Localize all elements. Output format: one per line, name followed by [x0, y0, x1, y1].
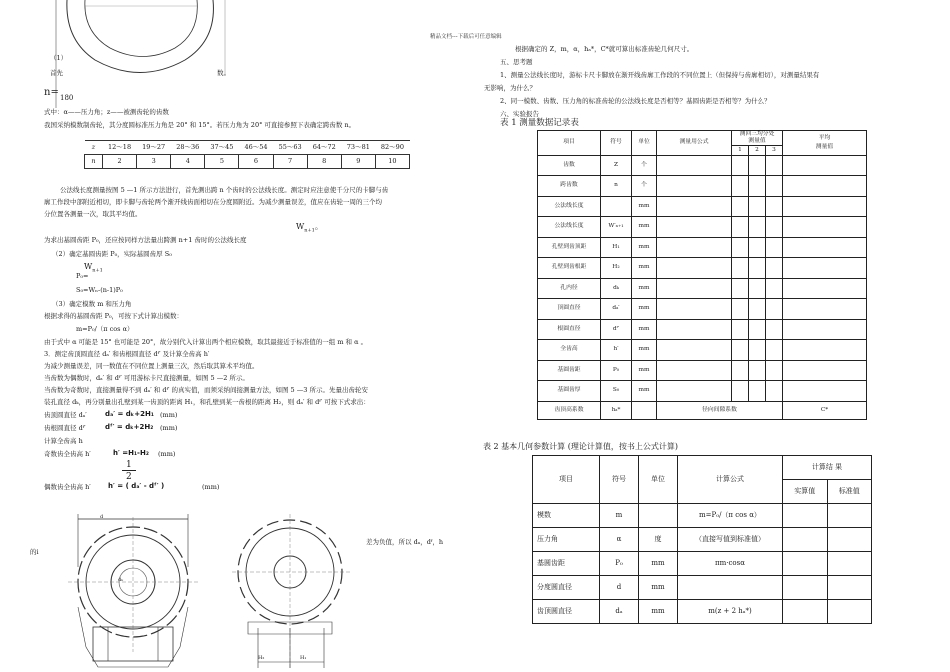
t1-cell-unit: 个: [632, 155, 657, 176]
t2-cell-item: 压力角: [533, 528, 600, 552]
t1-cell-item: 孔壁到齿顶距: [538, 237, 601, 258]
t1-cell-blank[interactable]: [732, 258, 749, 279]
half-numerator: 1: [126, 460, 132, 470]
intro-paragraph: 根据确定的 Z，m，α，hₐ*，C*就可算出标准齿轮几何尺寸。: [515, 45, 694, 53]
t1-cell-sym: H₁: [601, 237, 632, 258]
t1-cell-sym: W′ₙ₊₁: [601, 217, 632, 238]
t1-cell-blank[interactable]: [766, 381, 783, 402]
t1-h-avg-b: 测量值: [815, 143, 834, 150]
t1-cell-blank[interactable]: [657, 319, 732, 340]
t1-row: [538, 217, 867, 238]
t2-cell-blank[interactable]: [783, 600, 828, 624]
t1-h-unit: 单位: [632, 131, 657, 156]
calc-table: [532, 455, 872, 624]
z-range: 64～72: [307, 141, 341, 155]
t1-cell-blank[interactable]: [749, 258, 766, 279]
t1-cell-sym: h′: [601, 340, 632, 361]
t1-cell-unit: mm: [632, 237, 657, 258]
half-denominator: 2: [126, 472, 132, 482]
t1-cell-blank[interactable]: [749, 381, 766, 402]
t1-last-item: 齿顶高系数: [538, 401, 601, 419]
t1-last-mid: 径向间隙系数: [657, 401, 783, 419]
df-label: 齿根圆直径 dᶠ′: [44, 424, 86, 432]
t1-cell-blank[interactable]: [657, 217, 732, 238]
para-even: 当齿数为偶数时，dₐ′ 和 dᶠ′ 可用游标卡尺直接测量，如图 5 —2 所示。: [44, 374, 249, 382]
wn1-main: W: [296, 222, 305, 231]
z-label: z: [85, 141, 103, 155]
para-reduce: 为减少测量误差，同一数值在不同位置上测量三次，然后取其算术平均值。: [44, 362, 259, 370]
z-range: 82～90: [375, 141, 409, 155]
t1-cell-blank[interactable]: [732, 340, 749, 361]
t1-cell-blank[interactable]: [657, 155, 732, 176]
t1-cell-blank[interactable]: [749, 155, 766, 176]
t1-cell-blank[interactable]: [732, 360, 749, 381]
t1-cell-unit: mm: [632, 217, 657, 238]
gear-figure-odd: [228, 510, 353, 672]
t1-cell-blank[interactable]: [783, 176, 867, 197]
t1-h-three-a: 测回三均分处: [739, 131, 775, 137]
t1-h-avg-a: 平均: [818, 134, 831, 141]
t1-col-1: 1: [732, 145, 749, 155]
para-odd-2: 装孔直径 dₖ，再分别量出孔壁到某一齿顶的距离 H₁，和孔壁到某一齿根的距离 H₂，则 dₐ′ 和 dᶠ′ 可按下式求出：: [44, 398, 370, 406]
t2-cell-unit: mm: [639, 576, 678, 600]
t1-cell-blank[interactable]: [766, 217, 783, 238]
formula-vars: 式中：α——压力角；z——被测齿轮的齿数: [44, 108, 169, 116]
t2-cell-unit: [639, 504, 678, 528]
t1-cell-blank[interactable]: [732, 381, 749, 402]
t1-h-formula: 测量用公式: [657, 131, 732, 156]
n-value: 9: [341, 155, 375, 169]
wn1-dot: 。: [314, 222, 323, 231]
t1-cell-sym: P₀: [601, 360, 632, 381]
t1-cell-blank[interactable]: [749, 340, 766, 361]
df-formula: dᶠ′ = dₖ+2H₂: [105, 423, 154, 431]
t1-cell-item: 公法线长度: [538, 217, 601, 238]
t2-cell-formula: m=P₀/（π cos α）: [678, 504, 783, 528]
t2-cell-blank[interactable]: [827, 576, 872, 600]
trail-right: 差为负值，所以 dₐ，dᶠ，h: [366, 538, 444, 546]
gear-figure-even: [58, 507, 208, 672]
fragment-shu: 数。: [217, 69, 230, 77]
n-value: 7: [273, 155, 307, 169]
t2-cell-formula: m(z + 2 hₐ*): [678, 600, 783, 624]
t1-last-c: C*: [783, 401, 867, 419]
t1-cell-blank[interactable]: [732, 319, 749, 340]
para-z: 我国采纳模数制齿轮，其分度圆标准压力角是 20° 和 15°。若压力角为 20° 可直接参照下表确定跨齿数 n。: [44, 121, 356, 129]
t2-row: [533, 552, 872, 576]
t1-cell-blank[interactable]: [766, 360, 783, 381]
t1-cell-sym: dᶠ′: [601, 319, 632, 340]
z-range: 46～54: [239, 141, 273, 155]
z-range: 28～36: [171, 141, 205, 155]
t2-h-unit: 单位: [639, 456, 678, 504]
para-alpha: 由于式中 α 可能是 15° 也可能是 20°，故分别代入计算出两个相应模数，取其最接近于标准值的一组 m 和 α 。: [44, 338, 368, 346]
t1-cell-blank[interactable]: [749, 360, 766, 381]
t2-cell-sym: dₐ: [600, 600, 639, 624]
t1-cell-blank[interactable]: [657, 237, 732, 258]
t1-h-three: [732, 131, 783, 146]
t2-cell-blank[interactable]: [827, 600, 872, 624]
step-3: （3）确定模数 m 和压力角: [52, 300, 132, 308]
t1-cell-blank[interactable]: [732, 278, 749, 299]
z-range: 55～63: [273, 141, 307, 155]
t1-cell-blank[interactable]: [783, 319, 867, 340]
t1-cell-sym: Z: [601, 155, 632, 176]
wn1-symbol: [296, 222, 323, 234]
t1-row: [538, 196, 867, 217]
t1-cell-blank[interactable]: [657, 278, 732, 299]
t1-cell-blank[interactable]: [749, 217, 766, 238]
n-label: n: [85, 155, 103, 169]
t1-row: [538, 299, 867, 320]
t1-cell-blank[interactable]: [783, 340, 867, 361]
t2-h-item: 项目: [533, 456, 600, 504]
t1-h-sym: 符号: [601, 131, 632, 156]
t1-cell-item: 全齿高: [538, 340, 601, 361]
t1-cell-blank[interactable]: [783, 299, 867, 320]
n-value: 5: [205, 155, 239, 169]
t1-cell-blank[interactable]: [766, 299, 783, 320]
para-p0: 根据求得的基圆齿距 P₀，可按下式计算出模数：: [44, 312, 184, 320]
t1-cell-blank[interactable]: [749, 237, 766, 258]
fragment-first: 首先: [50, 69, 63, 77]
measurement-table: [537, 130, 867, 420]
para-measure-3: 分位置各测量一次，取其平均值。: [44, 210, 142, 218]
step-2: （2）确定基圆齿距 P₀，实际基圆齿厚 S₀: [52, 250, 172, 258]
t1-col-2: 2: [749, 145, 766, 155]
t1-cell-blank[interactable]: [783, 217, 867, 238]
t2-h-sym: 符号: [600, 456, 639, 504]
t1-row: [538, 381, 867, 402]
t1-cell-blank[interactable]: [783, 360, 867, 381]
t1-cell-blank[interactable]: [749, 176, 766, 197]
t1-cell-blank[interactable]: [766, 196, 783, 217]
t1-h-three-b: 测量值: [748, 137, 766, 144]
t1-row: [538, 155, 867, 176]
t1-cell-sym: H₂: [601, 258, 632, 279]
t1-cell-blank[interactable]: [766, 258, 783, 279]
t2-row: [533, 528, 872, 552]
t1-cell-item: 公法线长度: [538, 196, 601, 217]
t1-row: [538, 278, 867, 299]
question-2: 2、同一模数、齿数、压力角的标准齿轮的公法线长度是否相等？基圆齿距是否相等？为什么？: [500, 97, 771, 105]
t1-cell-blank[interactable]: [657, 258, 732, 279]
fig-h2-label: H₂: [258, 655, 265, 661]
t1-cell-blank[interactable]: [783, 155, 867, 176]
n-value: 2: [103, 155, 137, 169]
t1-row: [538, 176, 867, 197]
t1-cell-blank[interactable]: [783, 258, 867, 279]
t1-row: [538, 340, 867, 361]
t1-cell-blank[interactable]: [732, 237, 749, 258]
para-base-pitch: 为求出基圆齿距 P₀，还应按同样方法量出跨测 n+1 齿时的公法线长度: [44, 236, 247, 244]
odd-unit: (mm): [158, 450, 176, 458]
t1-cell-blank[interactable]: [657, 176, 732, 197]
t1-cell-blank[interactable]: [657, 360, 732, 381]
t1-last-sym: hₐ*: [601, 401, 632, 419]
p0-label: P₀=: [76, 272, 89, 280]
wn1b-main: W: [84, 262, 93, 271]
fig-dk-label: dₖ: [118, 577, 124, 583]
t1-cell-unit: mm: [632, 360, 657, 381]
t1-cell-sym: dₖ: [601, 278, 632, 299]
t1-cell-blank[interactable]: [749, 299, 766, 320]
n-value: 10: [375, 155, 409, 169]
t1-cell-blank[interactable]: [783, 278, 867, 299]
t2-h-calc: 实算值: [783, 480, 828, 504]
t1-cell-unit: mm: [632, 299, 657, 320]
t1-cell-unit: mm: [632, 319, 657, 340]
t1-last-empty: [632, 401, 657, 419]
question-1a: 1、测量公法线长度时，游标卡尺卡脚放在渐开线齿廓工作段的不同位置上（但保持与齿廓相切），对测量结果有: [500, 71, 820, 79]
t1-h-avg: [783, 131, 867, 156]
odd-formula: h′ =H₁-H₂: [113, 449, 149, 457]
t1-col-3: 3: [766, 145, 783, 155]
fraction-180: 180: [60, 94, 74, 102]
t2-cell-unit: mm: [639, 600, 678, 624]
odd-label: 奇数齿全齿高 h′: [44, 450, 91, 458]
t1-row: [538, 319, 867, 340]
t2-cell-blank[interactable]: [783, 576, 828, 600]
t1-cell-item: 齿数: [538, 155, 601, 176]
t1-cell-item: 顶圆直径: [538, 299, 601, 320]
t1-cell-item: 孔内径: [538, 278, 601, 299]
table-1-title: 表 1 测量数据记录表: [500, 118, 579, 128]
t1-cell-blank[interactable]: [732, 155, 749, 176]
t1-cell-item: 孔壁到齿根距: [538, 258, 601, 279]
wn1b-sub: n+1: [92, 267, 103, 274]
t1-cell-blank[interactable]: [732, 217, 749, 238]
t1-cell-blank[interactable]: [766, 237, 783, 258]
question-1b: 无影响，为什么？: [484, 84, 536, 92]
t2-cell-sym: m: [600, 504, 639, 528]
t2-cell-blank[interactable]: [827, 504, 872, 528]
t1-cell-sym: n: [601, 176, 632, 197]
z-range: 73～81: [341, 141, 375, 155]
t2-cell-blank[interactable]: [827, 528, 872, 552]
t1-cell-blank[interactable]: [783, 196, 867, 217]
t2-cell-blank[interactable]: [783, 552, 828, 576]
t2-cell-sym: P₀: [600, 552, 639, 576]
t1-cell-unit: mm: [632, 340, 657, 361]
t2-cell-item: 模数: [533, 504, 600, 528]
t2-cell-item: 齿顶圆直径: [533, 600, 600, 624]
t1-cell-item: 根圆直径: [538, 319, 601, 340]
t1-cell-sym: dₐ′: [601, 299, 632, 320]
n-value: 4: [171, 155, 205, 169]
t1-cell-blank[interactable]: [732, 196, 749, 217]
para-measure-1: 公法线长度测量按图 5 —1 所示方法进行，首先测出跨 n 个齿时的公法线长度。测定时应注意使千分尺的卡脚与齿: [60, 186, 389, 194]
header-note: 精品文档---下载后可任意编辑: [430, 34, 502, 40]
t1-cell-blank[interactable]: [766, 155, 783, 176]
step-3b: 3．测定齿顶圆直径 dₐ′ 和齿根圆直径 dᶠ′ 及计算全齿高 h′: [44, 350, 210, 358]
t1-cell-blank[interactable]: [749, 278, 766, 299]
t1-cell-blank[interactable]: [657, 340, 732, 361]
t1-row: [538, 237, 867, 258]
n-value: 8: [307, 155, 341, 169]
t1-cell-blank[interactable]: [732, 299, 749, 320]
even-formula: h′ = ( dₐ′ - dᶠ′ ): [108, 482, 165, 490]
para-measure-2: 廓工作段中部附近相切，即卡脚与齿轮两个渐开线齿面相切在分度圆附近。为减少测量误差，值应在齿轮一周的三个均: [44, 198, 382, 206]
t2-h-formula: 计算公式: [678, 456, 783, 504]
t1-cell-blank[interactable]: [657, 299, 732, 320]
z-range: 12～18: [103, 141, 137, 155]
t1-cell-sym: S₀: [601, 381, 632, 402]
t2-body: [533, 504, 872, 624]
wn1-sub: n+1: [304, 227, 315, 234]
t1-cell-unit: mm: [632, 258, 657, 279]
m-formula: m=P₀/（π cos α）: [76, 325, 134, 333]
t1-cell-unit: mm: [632, 278, 657, 299]
t1-row: [538, 360, 867, 381]
t1-cell-blank[interactable]: [749, 319, 766, 340]
section-6-heading: 六、实验报告: [500, 110, 539, 118]
top-gear-figure: [55, 0, 230, 75]
t1-cell-blank[interactable]: [766, 340, 783, 361]
n-value: 6: [239, 155, 273, 169]
fig-d-label: d: [100, 514, 104, 520]
t2-cell-item: 分度圆直径: [533, 576, 600, 600]
t1-cell-blank[interactable]: [783, 381, 867, 402]
df-unit: (mm): [160, 424, 178, 432]
t1-h-item: 项目: [538, 131, 601, 156]
da-formula: dₐ′ = dₖ+2H₁: [105, 410, 154, 418]
t1-cell-blank[interactable]: [766, 278, 783, 299]
even-unit: (mm): [202, 483, 220, 491]
t2-h-result: 计算结 果: [783, 456, 872, 480]
t2-cell-blank[interactable]: [783, 504, 828, 528]
t1-cell-item: 基圆齿距: [538, 360, 601, 381]
t2-cell-unit: mm: [639, 552, 678, 576]
even-label: 偶数齿全齿高 h′: [44, 483, 91, 491]
fig-h1-label: H₁: [300, 655, 307, 661]
t1-cell-item: 基圆齿厚: [538, 381, 601, 402]
t2-cell-sym: d: [600, 576, 639, 600]
t1-cell-item: 跨齿数: [538, 176, 601, 197]
calc-h: 计算全齿高 h: [44, 437, 83, 445]
z-range: 19～27: [137, 141, 171, 155]
n-equation: n=: [44, 87, 59, 98]
t1-cell-blank[interactable]: [766, 176, 783, 197]
da-unit: (mm): [160, 411, 178, 419]
t2-cell-formula: πm·cosα: [678, 552, 783, 576]
fragment-1: （1）: [50, 54, 68, 62]
t1-cell-blank[interactable]: [657, 381, 732, 402]
table-2-title: 表 2 基本几何参数计算 (理论计算值，按书上公式计算): [483, 442, 678, 451]
t1-row: [538, 258, 867, 279]
t2-row: [533, 576, 872, 600]
t1-cell-sym: [601, 196, 632, 217]
t1-cell-unit: mm: [632, 381, 657, 402]
t1-cell-blank[interactable]: [749, 196, 766, 217]
da-label: 齿顶圆直径 dₐ′: [44, 411, 87, 419]
t1-cell-blank[interactable]: [732, 176, 749, 197]
para-odd-1: 当齿数为奇数时，直接测量得不到 dₐ′ 和 dᶠ′ 的真实值，而须采纳间接测量方法，如图 5 —3 所示。先量出齿轮安: [44, 386, 368, 394]
t1-cell-blank[interactable]: [783, 237, 867, 258]
n-value: 3: [137, 155, 171, 169]
t1-cell-unit: 个: [632, 176, 657, 197]
t1-cell-blank[interactable]: [657, 196, 732, 217]
trail-left: 的i: [30, 548, 39, 556]
s0-formula: S₀=Wₙ-(n-1)P₀: [76, 286, 123, 294]
z-range: 37～45: [205, 141, 239, 155]
t2-cell-unit: 度: [639, 528, 678, 552]
t2-cell-formula: （直接写值到标准值）: [678, 528, 783, 552]
t1-body: [538, 155, 867, 401]
t1-cell-blank[interactable]: [766, 319, 783, 340]
t2-cell-item: 基圆齿距: [533, 552, 600, 576]
t1-cell-unit: mm: [632, 196, 657, 217]
z-n-table: [84, 140, 410, 169]
t2-h-std: 标准值: [827, 480, 872, 504]
t2-row: [533, 600, 872, 624]
section-5-heading: 五、思考题: [500, 58, 533, 66]
t2-cell-blank[interactable]: [827, 552, 872, 576]
t2-cell-formula: [678, 576, 783, 600]
t2-row: [533, 504, 872, 528]
t2-cell-sym: α: [600, 528, 639, 552]
t2-cell-blank[interactable]: [783, 528, 828, 552]
